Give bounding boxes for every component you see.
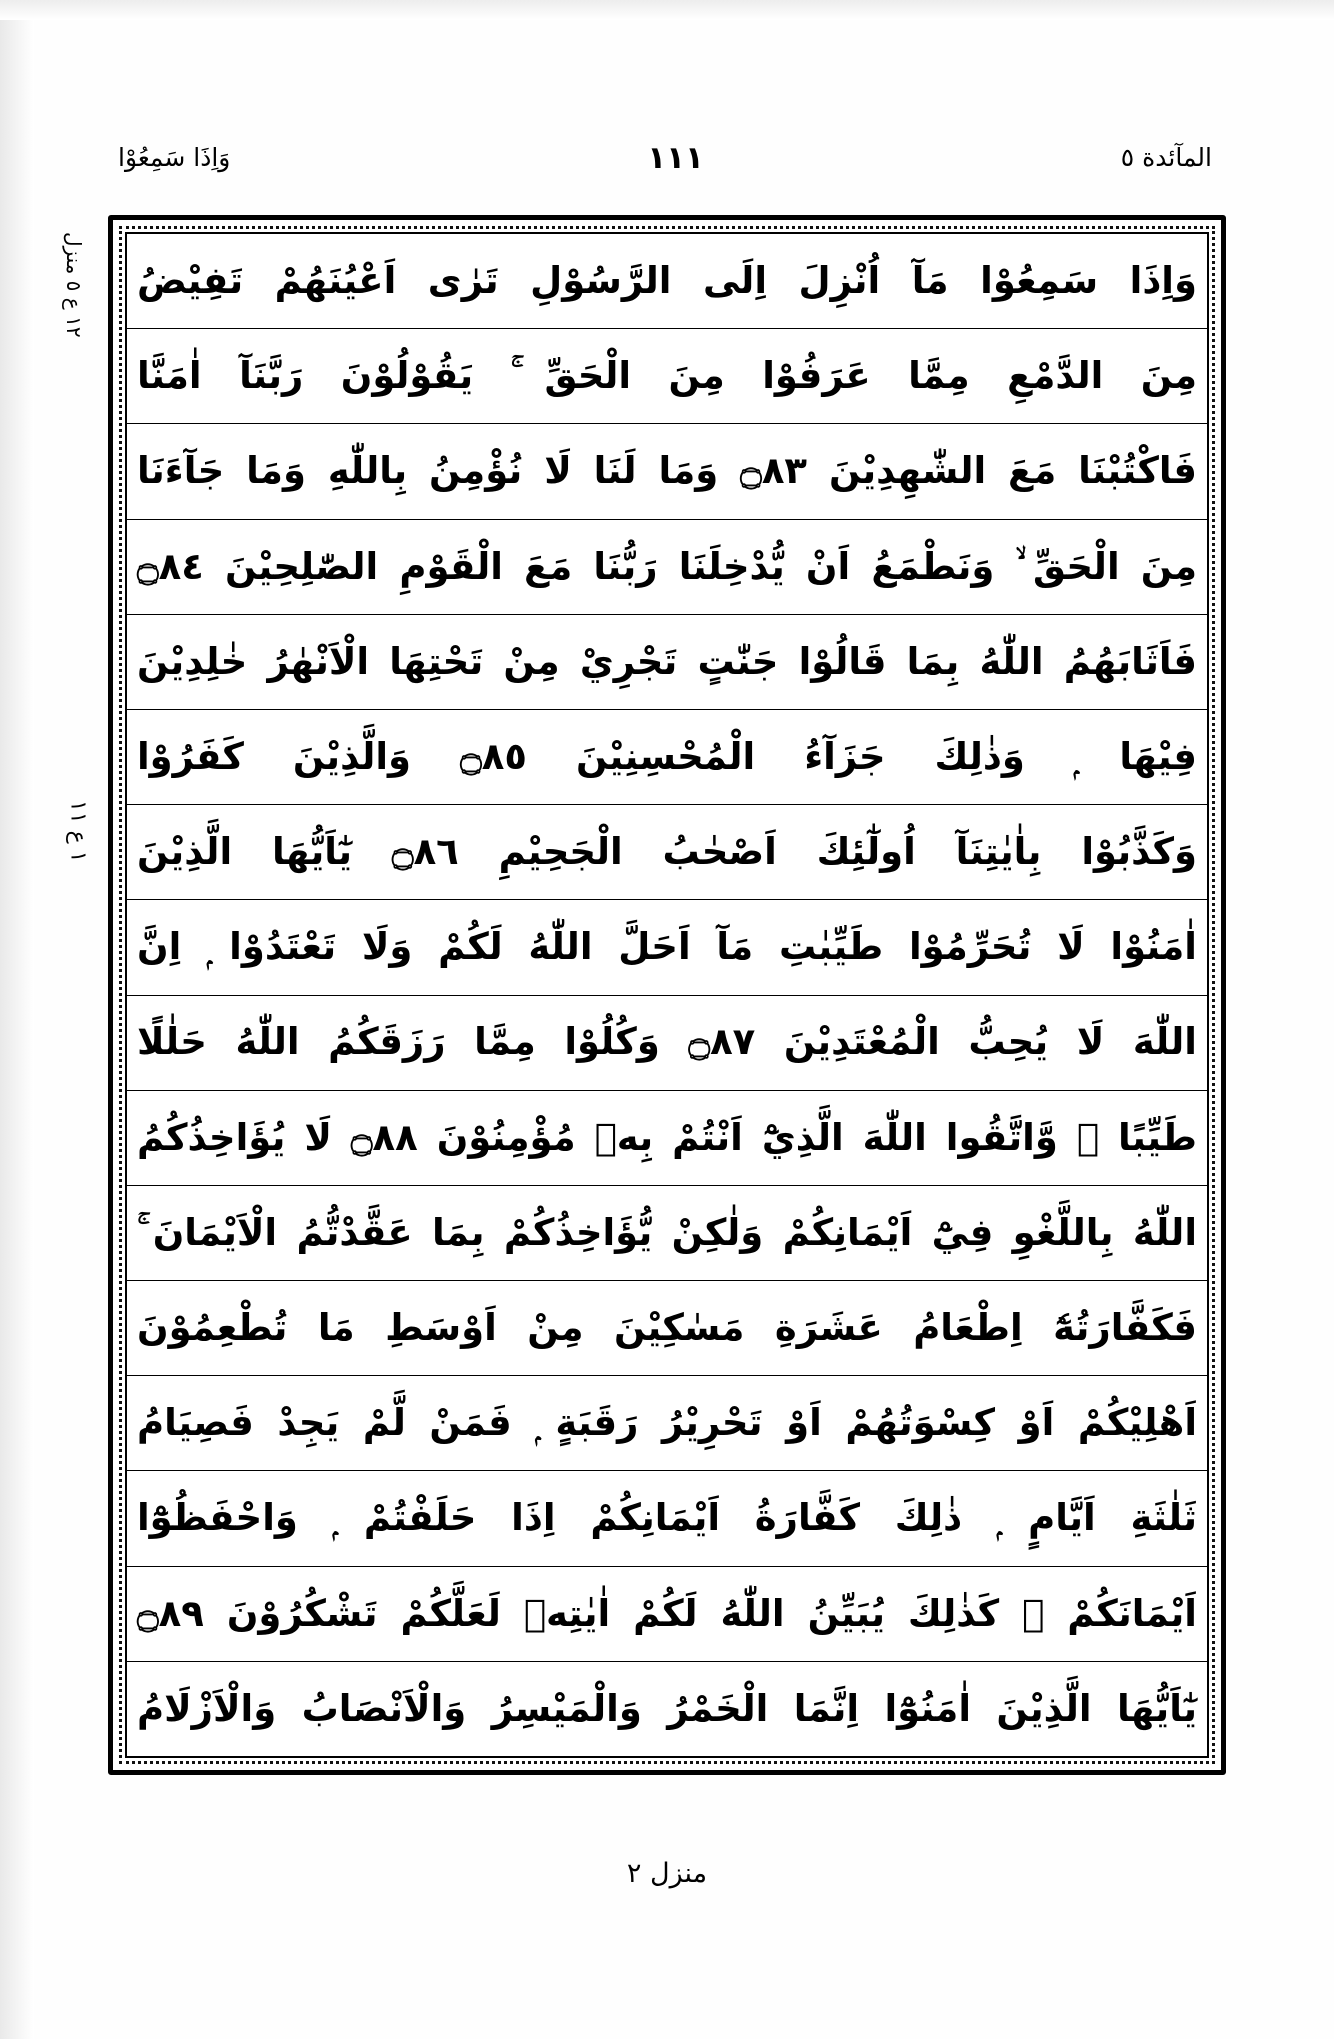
manzil-label: منزل ٢ (626, 1858, 708, 1889)
page-number: ١١١ (647, 140, 704, 176)
ayah-line (127, 805, 1207, 900)
page-footer (0, 1858, 1334, 1889)
ayah-line (127, 1186, 1207, 1281)
margin-note-rukoo-mid: ١ ع ١١ (65, 800, 91, 863)
ayah-line (127, 710, 1207, 805)
margin-note-rukoo-top: ١٢ ع ٥ منزل (62, 232, 86, 338)
ayah-line-text: فِيْهَا ۭ وَذٰلِكَ جَزَآءُ الْمُحْسِنِيْنَ ۝٨٥ وَالَّذِيْنَ كَفَرُوْا (137, 734, 1197, 778)
ayah-line-text: فَاَثَابَهُمُ اللّٰهُ بِمَا قَالُوْا جَنّٰتٍ تَجْرِيْ مِنْ تَحْتِهَا الْاَنْهٰرُ خٰلِدِيْنَ (137, 639, 1197, 683)
ayah-line-text: اَهْلِيْكُمْ اَوْ كِسْوَتُهُمْ اَوْ تَحْرِيْرُ رَقَبَةٍ ۭ فَمَنْ لَّمْ يَجِدْ فَصِيَامُ (137, 1401, 1197, 1445)
ayah-line (127, 1091, 1207, 1186)
ayah-line-text: اَيْمَانَكُمْ ۭ كَذٰلِكَ يُبَيِّنُ اللّٰهُ لَكُمْ اٰيٰتِهٖ لَعَلَّكُمْ تَشْكُرُوْنَ ۝٨٩ (137, 1591, 1197, 1635)
ayah-line (127, 1281, 1207, 1376)
text-frame-outer (108, 215, 1226, 1775)
page-header (100, 128, 1234, 188)
ayah-line (127, 1376, 1207, 1471)
ayah-line-text: فَكَفَّارَتُهٗٓ اِطْعَامُ عَشَرَةِ مَسٰكِيْنَ مِنْ اَوْسَطِ مَا تُطْعِمُوْنَ (137, 1306, 1197, 1350)
ayah-line (127, 424, 1207, 519)
ayah-line-text: اللّٰهُ بِاللَّغْوِ فِيْٓ اَيْمَانِكُمْ وَلٰكِنْ يُّؤَاخِذُكُمْ بِمَا عَقَّدْتُّمُ الْاَيْمَانَ ۚ (137, 1210, 1197, 1254)
ayah-line-text: وَاِذَا سَمِعُوْا مَآ اُنْزِلَ اِلَى الرَّسُوْلِ تَرٰى اَعْيُنَهُمْ تَفِيْضُ (137, 258, 1197, 302)
ayah-line-text: يٰٓاَيُّهَا الَّذِيْنَ اٰمَنُوْٓا اِنَّمَا الْخَمْرُ وَالْمَيْسِرُ وَالْاَنْصَابُ وَالْاَزْلَامُ (137, 1686, 1197, 1730)
ayah-line-text: اٰمَنُوْا لَا تُحَرِّمُوْا طَيِّبٰتِ مَآ اَحَلَّ اللّٰهُ لَكُمْ وَلَا تَعْتَدُوْا ۭ اِنَّ (137, 925, 1197, 969)
ayah-line (127, 329, 1207, 424)
text-frame-dotted (119, 226, 1215, 1764)
ayah-line-text: اللّٰهَ لَا يُحِبُّ الْمُعْتَدِيْنَ ۝٨٧ وَكُلُوْا مِمَّا رَزَقَكُمُ اللّٰهُ حَلٰلًا (137, 1020, 1197, 1064)
surah-name: المآئدة ٥ (1120, 143, 1212, 173)
juz-label: وَاِذَا سَمِعُوْا (118, 143, 231, 173)
ayah-line (127, 234, 1207, 329)
ayah-line (127, 520, 1207, 615)
ayah-line (127, 1471, 1207, 1566)
ayah-line-text: مِنَ الدَّمْعِ مِمَّا عَرَفُوْا مِنَ الْحَقِّ ۚ يَقُوْلُوْنَ رَبَّنَآ اٰمَنَّا (137, 354, 1197, 398)
scan-edge-left (0, 0, 34, 2039)
ayah-line (127, 1567, 1207, 1662)
ayah-line (127, 615, 1207, 710)
ayah-line-text: مِنَ الْحَقِّ ۙ وَنَطْمَعُ اَنْ يُّدْخِلَنَا رَبُّنَا مَعَ الْقَوْمِ الصّٰلِحِيْنَ ۝٨٤ (137, 544, 1197, 588)
ayah-line (127, 1662, 1207, 1756)
ayah-line-text: طَيِّبًا ۪ وَّاتَّقُوا اللّٰهَ الَّذِيْٓ اَنْتُمْ بِهٖ مُؤْمِنُوْنَ ۝٨٨ لَا يُؤَاخِذُكُمُ (137, 1115, 1197, 1159)
ayah-line-text: فَاكْتُبْنَا مَعَ الشّٰهِدِيْنَ ۝٨٣ وَمَا لَنَا لَا نُؤْمِنُ بِاللّٰهِ وَمَا جَآءَنَا (137, 449, 1197, 493)
ayah-line-text: وَكَذَّبُوْا بِاٰيٰتِنَآ اُولٰٓئِكَ اَصْحٰبُ الْجَحِيْمِ ۝٨٦ يٰٓاَيُّهَا الَّذِيْنَ (137, 830, 1197, 874)
ayah-line (127, 900, 1207, 995)
ayah-line (127, 996, 1207, 1091)
text-frame-inner (125, 232, 1209, 1758)
ayah-line-text: ثَلٰثَةِ اَيَّامٍ ۭ ذٰلِكَ كَفَّارَةُ اَيْمَانِكُمْ اِذَا حَلَفْتُمْ ۭ وَاحْفَظُوْٓا (137, 1496, 1197, 1540)
scan-edge-top (0, 0, 1334, 20)
